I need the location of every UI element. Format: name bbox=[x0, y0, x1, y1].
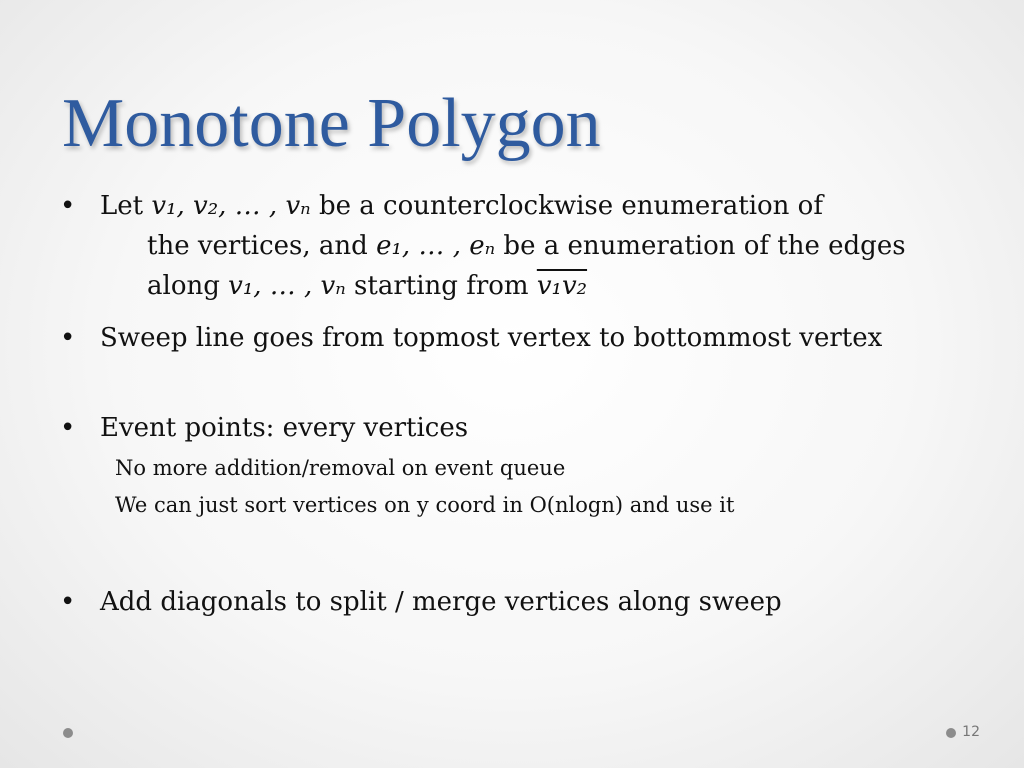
slide-body bbox=[60, 186, 980, 622]
bullet-dot: • bbox=[60, 191, 76, 221]
bullet-text: Event points: every vertices bbox=[100, 413, 469, 443]
math-segment-v1v2: v₁v₂ bbox=[536, 271, 588, 301]
bullet-dot: • bbox=[60, 587, 76, 617]
bullet-line-3: along v₁, … , vₙ starting from v₁v₂ bbox=[147, 271, 588, 301]
sub-bullet-sort: We can just sort vertices on y coord in O(nlogn) and use it bbox=[115, 493, 735, 517]
bullet-dot: • bbox=[60, 323, 76, 353]
bullet-event-points bbox=[60, 408, 980, 448]
bullet-text: Sweep line goes from topmost vertex to bottommost vertex bbox=[100, 323, 883, 353]
slide-title: Monotone Polygon bbox=[62, 85, 601, 162]
bullet-line-2: the vertices, and e₁, … , eₙ be a enumeration of the edges bbox=[147, 231, 906, 261]
page-number: 12 bbox=[962, 724, 980, 740]
bullet-text: Add diagonals to split / merge vertices along sweep bbox=[100, 587, 782, 617]
text-ccw: be a counterclockwise enumeration of bbox=[310, 191, 823, 221]
math-vertex-seq-2: v₁, … , vₙ bbox=[228, 271, 346, 301]
text-let: Let bbox=[100, 191, 152, 221]
sub-bullet-queue: No more addition/removal on event queue bbox=[115, 456, 566, 480]
math-vertex-seq: v₁, v₂, … , vₙ bbox=[151, 191, 311, 221]
footer-right-dot bbox=[946, 728, 956, 738]
math-edge-seq: e₁, … , eₙ bbox=[376, 231, 496, 261]
bullet-sweep-line bbox=[60, 318, 980, 358]
footer-left-dot bbox=[63, 728, 73, 738]
bullet-dot: • bbox=[60, 413, 76, 443]
bullet-enumeration bbox=[60, 186, 980, 306]
bullet-diagonals bbox=[60, 582, 980, 622]
